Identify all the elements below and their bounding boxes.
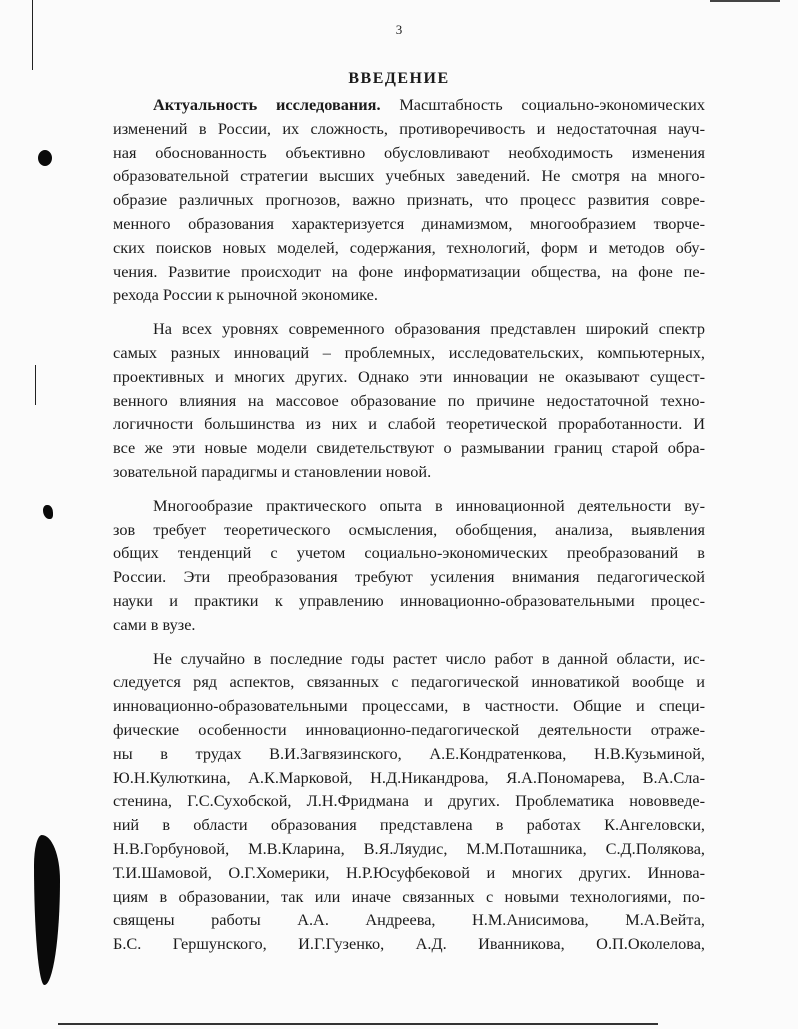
text-line: менного образования характеризуется динамизмом, многообразием творче- <box>113 213 705 233</box>
text-line: Актуальность исследования. Масштабность социально-экономических <box>153 95 706 114</box>
text-line: циям в образовании, так или иначе связанных с новыми технологиями, по- <box>113 886 705 906</box>
bold-lead: Актуальность исследования. <box>153 95 381 114</box>
text-line: рехода России к рыночной экономике. <box>113 285 378 305</box>
text-line: изменений в России, их сложность, противоречивость и недостаточная науч- <box>113 118 705 138</box>
text-line: сами в вузе. <box>113 614 196 634</box>
scan-ink-blot <box>43 505 53 519</box>
text-line: Б.С. Гершунского, И.Г.Гузенко, А.Д. Иванникова, О.П.Околелова, <box>113 934 705 954</box>
page-title: ВВЕДЕНИЕ <box>348 70 450 87</box>
text-line: все же эти новые модели свидетельствуют о размывании границ старой обра- <box>113 438 705 458</box>
text-line: Н.В.Горбуновой, М.В.Кларина, В.Я.Ляудис, М.М.Поташника, С.Д.Полякова, <box>113 838 705 858</box>
paragraph <box>113 647 705 956</box>
text-line: Многообразие практического опыта в инновационной деятельности ву- <box>153 495 705 515</box>
text-line: чения. Развитие происходит на фоне информатизации общества, на фоне пе- <box>113 261 705 281</box>
text-line: науки и практики к управлению инновационно-образовательными процес- <box>113 590 705 610</box>
text-line: На всех уровнях современного образования представлен широкий спектр <box>153 319 705 339</box>
text-line: следуется ряд аспектов, связанных с педагогической инноватикой вообще и <box>113 672 705 692</box>
page-number: 3 <box>395 22 403 37</box>
text-line: венного влияния на массовое образование по причине недостаточной техно- <box>113 390 705 410</box>
text-line: образие различных прогнозов, важно признать, что процесс развития совре- <box>113 190 705 210</box>
text-line: России. Эти преобразования требуют усиления внимания педагогической <box>113 567 705 587</box>
scan-corner-mark <box>710 0 780 6</box>
scan-ink-blot <box>34 835 60 985</box>
text-line: проективных и многих других. Однако эти инновации не оказывают сущест- <box>113 366 705 386</box>
scan-margin-line <box>35 365 36 405</box>
document-body <box>113 93 705 956</box>
text-line: священы работы А.А. Андреева, Н.М.Анисимова, М.А.Вейта, <box>113 910 705 930</box>
paragraph <box>113 317 705 484</box>
text-line: ная обоснованность объективно обусловливают необходимость изменения <box>113 142 705 162</box>
scan-margin-line <box>32 0 33 70</box>
text-line: самых разных инноваций – проблемных, исследовательских, компьютерных, <box>113 342 705 362</box>
scan-bottom-rule <box>58 1023 658 1025</box>
text-line: Т.И.Шамовой, О.Г.Хомерики, Н.Р.Юсуфбековой и многих других. Иннова- <box>113 862 705 882</box>
text-line: ских поисков новых моделей, содержания, технологий, форм и методов обу- <box>113 237 705 257</box>
text-line: логичности большинства из них и слабой теоретической проработанности. И <box>113 414 705 434</box>
text-line: ны в трудах В.И.Загвязинского, А.Е.Кондратенкова, Н.В.Кузьминой, <box>113 743 705 763</box>
text-line: фические особенности инновационно-педагогической деятельности отраже- <box>113 719 705 739</box>
text-line: Ю.Н.Кулюткина, А.К.Марковой, Н.Д.Никандрова, Я.А.Пономарева, В.А.Сла- <box>113 767 705 787</box>
text-line: зов требует теоретического осмысления, обобщения, анализа, выявления <box>113 519 705 539</box>
text-line: образовательной стратегии высших учебных заведений. Не смотря на много- <box>113 166 705 186</box>
scan-ink-blot <box>38 150 52 166</box>
text-line: стенина, Г.С.Сухобской, Л.Н.Фридмана и других. Проблематика нововведе- <box>113 791 705 811</box>
paragraph <box>113 494 705 637</box>
text-line: ний в области образования представлена в работах К.Ангеловски, <box>113 815 705 835</box>
text-line: Не случайно в последние годы растет число работ в данной области, ис- <box>153 648 705 668</box>
text-line: общих тенденций с учетом социально-экономических преобразований в <box>113 543 705 563</box>
text-line: зовательной парадигмы и становлении новой. <box>113 461 432 481</box>
paragraph <box>113 93 705 307</box>
text-line: инновационно-образовательными процессами, в частности. Общие и специ- <box>113 696 705 716</box>
